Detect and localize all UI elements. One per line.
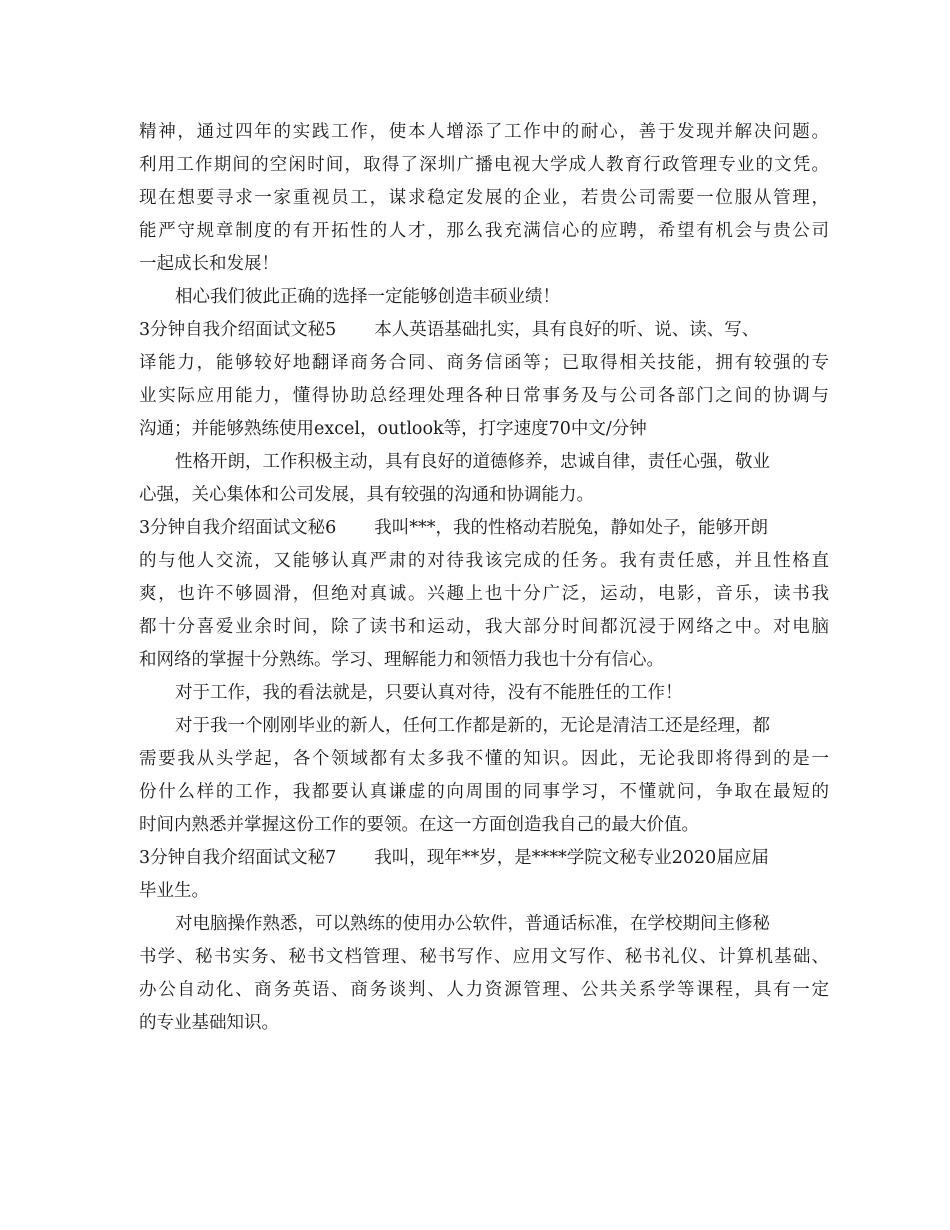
text-line: 都十分喜爱业余时间，除了读书和运动，我大部分时间都沉浸于网络之中。对电脑 bbox=[139, 617, 829, 637]
section-heading: 3分钟自我介绍面试文秘7 bbox=[139, 848, 337, 868]
text-line: 办公自动化、商务英语、商务谈判、人力资源管理、公共关系学等课程，具有一定 bbox=[139, 980, 829, 1000]
section-heading-line bbox=[139, 842, 829, 875]
text-line: 能严守规章制度的有开拓性的人才，那么我充满信心的应聘，希望有机会与贵公司 bbox=[139, 221, 829, 241]
text-line: 时间内熟悉并掌握这份工作的要领。在这一方面创造我自己的最大价值。 bbox=[139, 815, 699, 835]
text-line: 译能力，能够较好地翻译商务合同、商务信函等；已取得相关技能，拥有较强的专 bbox=[139, 353, 829, 373]
text-line: 的与他人交流，又能够认真严肃的对待我该完成的任务。我有责任感，并且性格直 bbox=[139, 551, 829, 571]
text-line: 相心我们彼此正确的选择一定能够创造丰硕业绩！ bbox=[175, 287, 560, 307]
text-line: 现在想要寻求一家重视员工，谋求稳定发展的企业，若贵公司需要一位服从管理， bbox=[139, 188, 829, 208]
text-line: 的专业基础知识。 bbox=[139, 1013, 279, 1033]
text-line: 书学、秘书实务、秘书文档管理、秘书写作、应用文写作、秘书礼仪、计算机基础、 bbox=[139, 947, 829, 967]
text-line: 精神，通过四年的实践工作，使本人增添了工作中的耐心，善于发现并解决问题。 bbox=[139, 122, 829, 142]
section-heading: 3分钟自我介绍面试文秘5 bbox=[139, 320, 337, 340]
document-body bbox=[139, 116, 829, 1040]
text-line: 我叫***，我的性格动若脱兔，静如处子，能够开朗 bbox=[374, 518, 769, 538]
section-heading-line bbox=[139, 314, 829, 347]
text-line: 一起成长和发展！ bbox=[139, 254, 279, 274]
text-line: 对于工作，我的看法就是，只要认真对待，没有不能胜任的工作！ bbox=[175, 683, 683, 703]
text-line: 我叫，现年**岁，是****学院文秘专业2020届应届 bbox=[374, 848, 769, 868]
text-line: 份什么样的工作，我都要认真谦虚的向周围的同事学习，不懂就问，争取在最短的 bbox=[139, 782, 829, 802]
text-line: 利用工作期间的空闲时间，取得了深圳广播电视大学成人教育行政管理专业的文凭。 bbox=[139, 155, 829, 175]
text-line: 爽，也许不够圆滑，但绝对真诚。兴趣上也十分广泛，运动，电影，音乐，读书我 bbox=[139, 584, 829, 604]
text-line: 沟通；并能够熟练使用excel，outlook等，打字速度70中文/分钟 bbox=[139, 419, 647, 439]
text-line: 毕业生。 bbox=[139, 881, 209, 901]
section-heading-line bbox=[139, 512, 829, 545]
text-line: 对电脑操作熟悉，可以熟练的使用办公软件，普通话标准，在学校期间主修秘 bbox=[175, 914, 770, 934]
section-heading: 3分钟自我介绍面试文秘6 bbox=[139, 518, 337, 538]
text-line: 心强，关心集体和公司发展，具有较强的沟通和协调能力。 bbox=[139, 485, 594, 505]
text-line: 和网络的掌握十分熟练。学习、理解能力和领悟力我也十分有信心。 bbox=[139, 650, 664, 670]
text-line: 需要我从头学起，各个领域都有太多我不懂的知识。因此，无论我即将得到的是一 bbox=[139, 749, 829, 769]
text-line: 本人英语基础扎实，具有良好的听、说、读、写、 bbox=[374, 320, 760, 340]
text-line: 对于我一个刚刚毕业的新人，任何工作都是新的，无论是清洁工还是经理，都 bbox=[175, 716, 770, 736]
text-line: 业实际应用能力，懂得协助总经理处理各种日常事务及与公司各部门之间的协调与 bbox=[139, 386, 829, 406]
text-line: 性格开朗，工作积极主动，具有良好的道德修养，忠诚自律，责任心强，敬业 bbox=[175, 452, 770, 472]
